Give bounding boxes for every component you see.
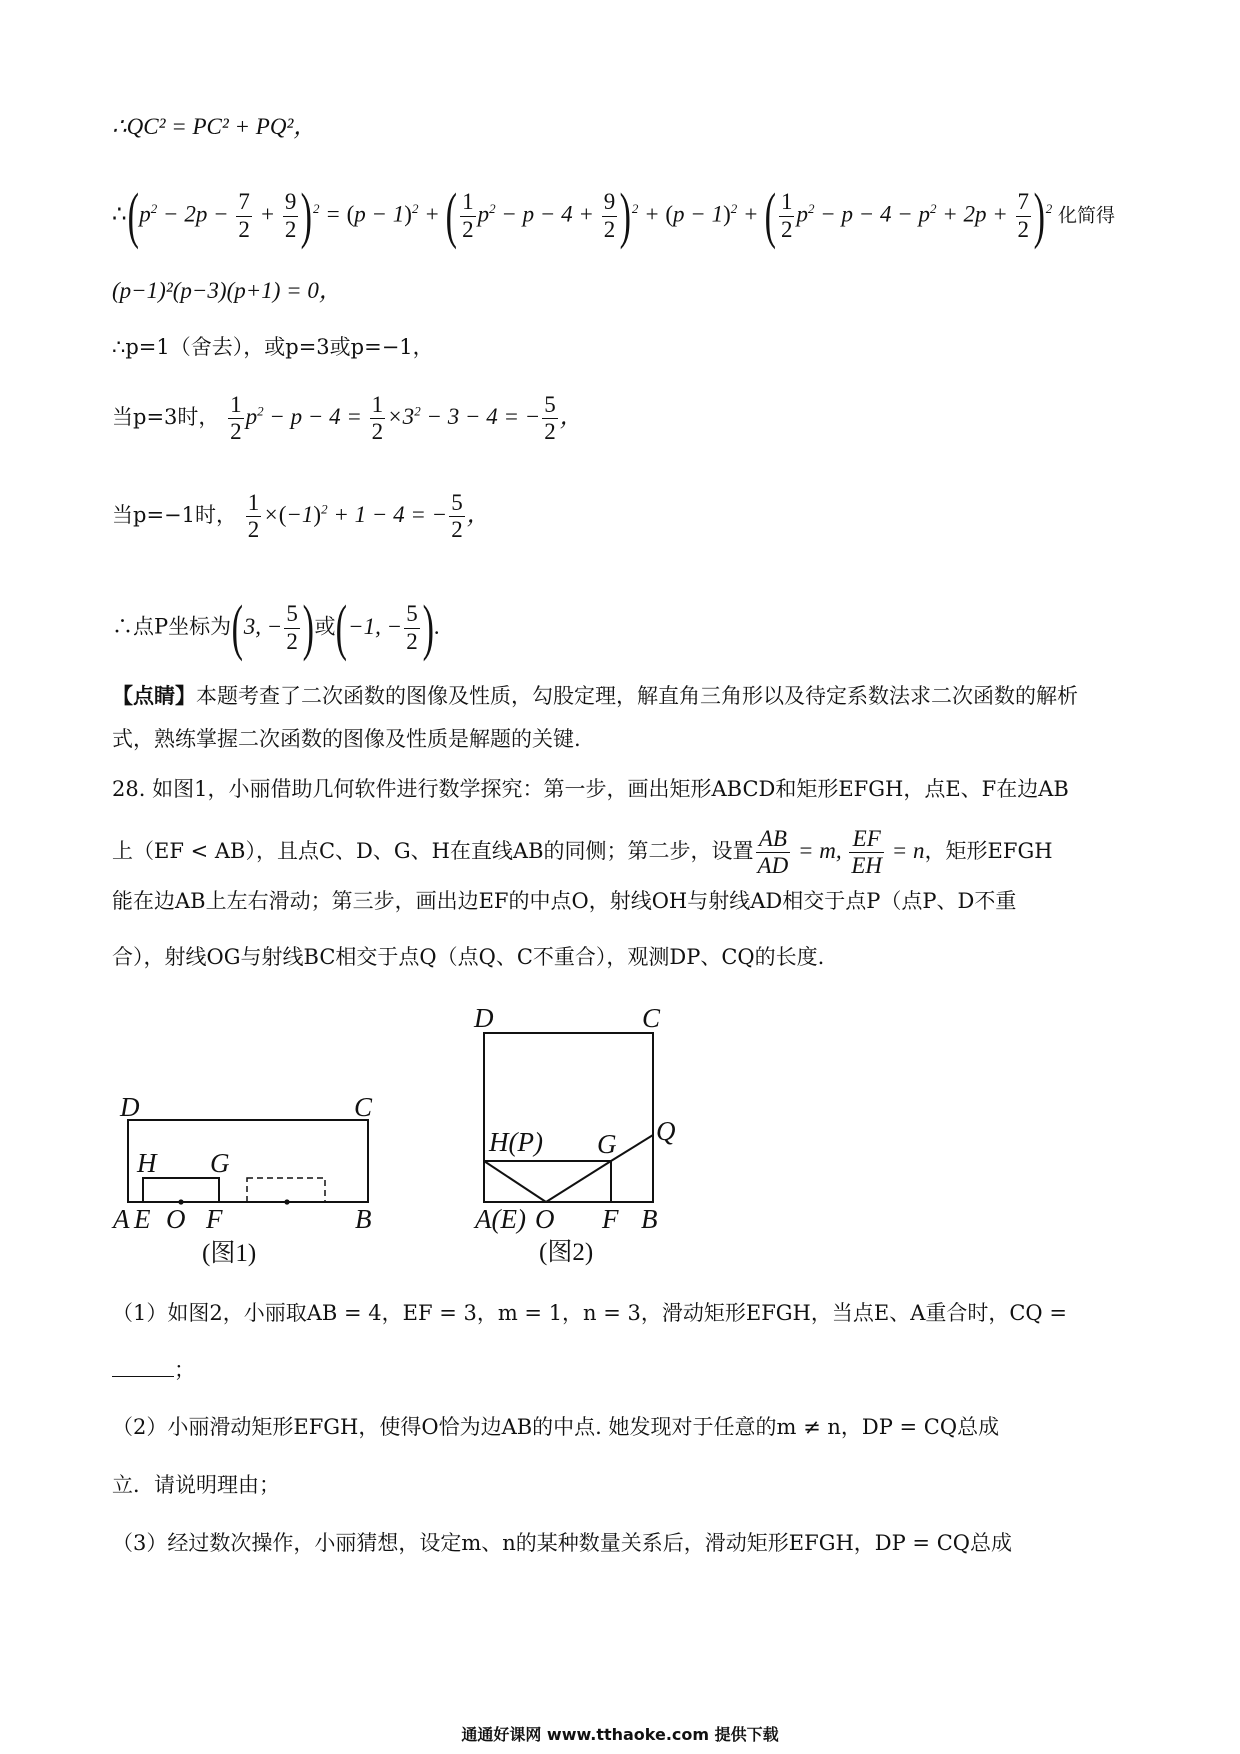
question-1: （1）如图2，小丽取AB = 4，EF = 3，m = 1，n = 3，滑动矩形EFGH，当点E、A重合时，CQ = [112,1301,1067,1325]
fig1-label-c: C [354,1092,373,1122]
figure-1-rect-efgh [143,1178,219,1202]
fig2-label-q: Q [656,1116,676,1146]
figure-2-rect-efgh [484,1161,611,1202]
fig2-label-d: D [474,1003,494,1033]
figure-2 [473,1003,676,1266]
comment-label: 【点睛】 [112,683,196,708]
fig1-label-d: D [120,1092,140,1122]
problem-text-2b: ，矩形EFGH [924,839,1053,864]
fig1-label-o: O [166,1204,186,1234]
step-line-4: ∴p=1（舍去），或p=3或p=−1， [112,335,434,359]
figure-2-ray-og [546,1161,611,1202]
figure-2-caption: (图2) [539,1239,594,1266]
step-line-7-prefix: ∴点P坐标为 [112,614,232,639]
problem-line-4: 合），射线OG与射线BC相交于点Q（点Q、C不重合），观测DP、CQ的长度. [112,945,825,969]
simplify-text: 化简得 [1057,204,1115,227]
step-line-7-or: 或 [314,614,336,639]
figure-1-rect-abcd [128,1120,368,1202]
fig2-label-g: G [597,1129,617,1159]
problem-line-3: 能在边AB上左右滑动；第三步，画出边EF的中点O，射线OH与射线AD相交于点P（点P、D不重 [112,889,1017,913]
question-1-end: ； [174,1358,195,1382]
comment-text-1: 本题考查了二次函数的图像及性质，勾股定理，解直角三角形以及待定系数法求二次函数的解析 [196,684,1078,708]
figure-2-ray-oh [484,1161,546,1202]
problem-text-2a: 上（EF < AB），且点C、D、G、H在直线AB的同侧；第二步，设置 [112,839,754,864]
figure-1 [111,1092,373,1267]
fig1-label-a: A [113,1204,130,1234]
step-line-6: 当p=−1时， $\frac{1}{2}$ $\times(-1)^2 + 1 - 4$ = − $\frac{5}{2}$ ， [112,490,490,543]
figure-2-ray-og-ext [611,1135,653,1161]
fig2-label-c: C [642,1003,661,1033]
fig2-label-b: B [641,1204,658,1234]
figure-1-rect-dashed [247,1178,325,1202]
step-line-7: ∴点P坐标为(3, − $\frac{5}{2}$ )或(−1, − $\frac{5}{2}$ ). [112,594,441,662]
step-line-5-prefix: 当p=3时， [112,405,220,430]
step-line-5: 当p=3时， $\frac{1}{2}$ $p^2 - p - 4$ = $\frac{1}{2}$ $\times 3^2 - 3 - 4$ = − $\frac{5}{2}$ ， [112,392,583,445]
answer-blank[interactable] [112,1376,174,1377]
step-line-6-prefix: 当p=−1时， [112,503,237,528]
step-line-1: ∴QC² = PC² + PQ²， [112,114,317,139]
fig1-label-h: H [137,1148,157,1178]
figure-1-point-o2 [284,1199,289,1204]
footer: 通通好课网 www.tthaoke.com 提供下载 [461,1725,779,1744]
fig2-label-f: F [602,1204,619,1234]
step-line-3: (p−1)²(p−3)(p+1) = 0， [112,278,342,303]
problem-line-2: 上（EF < AB），且点C、D、G、H在直线AB的同侧；第二步，设置 $\frac{AB}{AD}$ = m, $\frac{EF}{EH}$ = n，矩形EFGH [112,826,1053,879]
fig2-label-ae: A(E) [475,1204,526,1234]
fig2-label-o: O [535,1204,555,1234]
fig1-label-e: E [134,1204,151,1234]
problem-text-1: 如图1，小丽借助几何软件进行数学探究：第一步，画出矩形ABCD和矩形EFGH，点E、F在边AB [152,777,1069,801]
step-line-2: $\therefore(p^2 - 2p$ − $\frac{7}{2}$ + $\frac{9}{2}$ )$^2 = (p - 1)^2$ + ( $\frac{1}{2}$ $p^2 - p - 4$ + $\frac{9}{2}$ )$^2 + (p - 1)^2$ + ( $\frac{1}{2}$ $p^2 - p - 4 - p^2 + 2p$ + $\frac{7}{2}$ )$^2$ 化简得 [112,182,1115,250]
question-2b: 立．请说明理由； [112,1473,280,1497]
figure-1-caption: (图1) [202,1240,257,1267]
fig1-label-b: B [355,1204,372,1234]
comment-line-2: 式，熟练掌握二次函数的图像及性质是解题的关键. [112,727,581,751]
fig1-label-f: F [206,1204,223,1234]
problem-number: 28. [112,777,146,801]
fig2-label-hp: H(P) [489,1127,543,1157]
question-2a: （2）小丽滑动矩形EFGH，使得O恰为边AB的中点. 她发现对于任意的m ≠ n，DP = CQ总成 [112,1415,1000,1439]
question-1-answer-line [112,1357,195,1384]
fig1-label-g: G [210,1148,230,1178]
question-3: （3）经过数次操作，小丽猜想，设定m、n的某种数量关系后，滑动矩形EFGH，DP = CQ总成 [112,1531,1012,1555]
